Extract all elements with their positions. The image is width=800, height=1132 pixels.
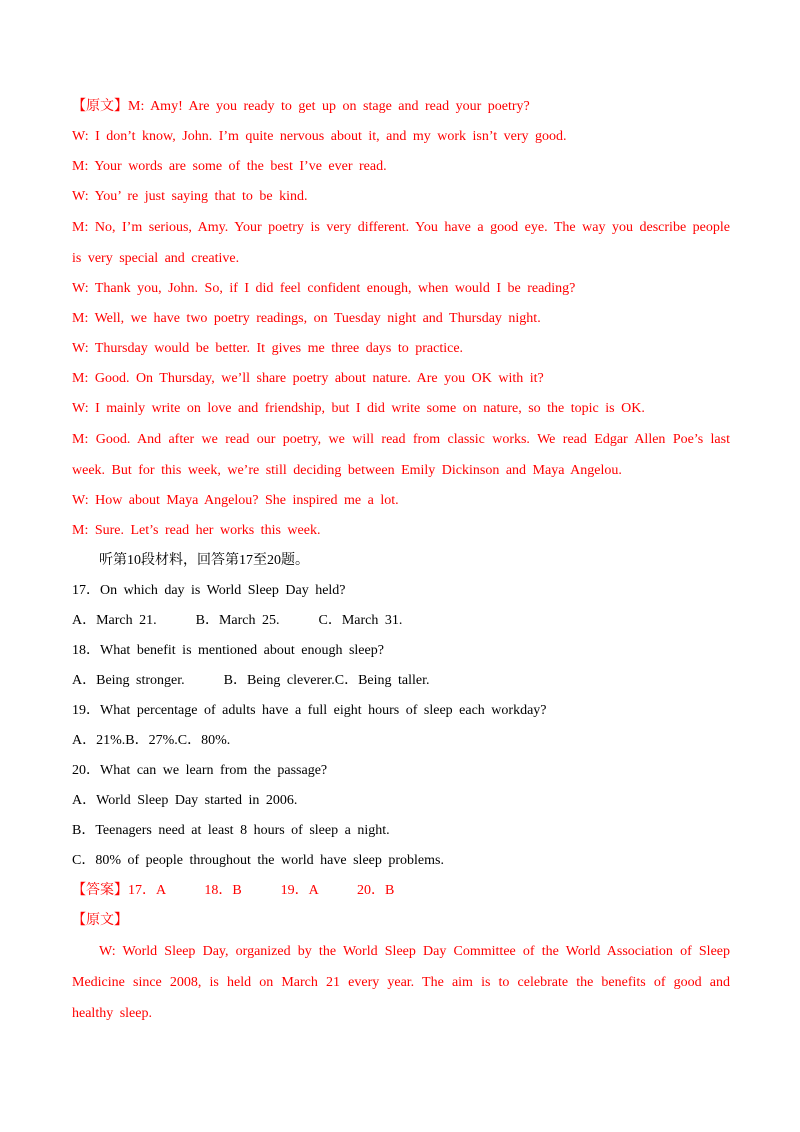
dialogue-line: M: Good. On Thursday, we’ll share poetry about nature. Are you OK with it? xyxy=(72,371,544,386)
document-page xyxy=(72,92,730,1029)
dialogue-line: M: Amy! Are you ready to get up on stage and read your poetry? xyxy=(128,99,530,114)
dialogue-line: W: Thursday would be better. It gives me three days to practice. xyxy=(72,341,464,356)
dialogue-line: M: No, I’m serious, Amy. Your poetry is very different. You have a good eye. The way you describe people is very special and creative. xyxy=(72,220,730,266)
dialogue-line: W: I mainly write on love and friendship, but I did write some on nature, so the topic is OK. xyxy=(72,401,645,416)
dialogue-line: W: I don’t know, John. I’m quite nervous about it, and my work isn’t very good. xyxy=(72,129,567,144)
section-heading: 听第10段材料，回答第17至20题。 xyxy=(99,553,309,568)
question-option: C．80% of people throughout the world have sleep problems. xyxy=(72,853,444,868)
question-option: A．World Sleep Day started in 2006. xyxy=(72,793,298,808)
transcript-paragraph: W: World Sleep Day, organized by the World Sleep Day Committee of the World Association of Sleep Medicine since 2008, is held on March 21 every year. The aim is to celebrate the benefits of good and healthy sleep. xyxy=(72,944,730,1021)
answer-tag: 【答案】 xyxy=(72,883,128,898)
transcript-line xyxy=(72,92,730,122)
dialogue-line: W: How about Maya Angelou? She inspired me a lot. xyxy=(72,493,399,508)
dialogue-line: M: Well, we have two poetry readings, on Tuesday night and Thursday night. xyxy=(72,311,541,326)
dialogue-line: M: Your words are some of the best I’ve ever read. xyxy=(72,159,387,174)
question-stem: 19．What percentage of adults have a full eight hours of sleep each workday? xyxy=(72,703,547,718)
answer-line xyxy=(72,876,730,906)
source-text-tag: 【原文】 xyxy=(72,913,128,928)
answer-text: 17．A 18．B 19．A 20．B xyxy=(128,883,395,898)
dialogue-line: M: Good. And after we read our poetry, we will read from classic works. We read Edgar Allen Poe’s last week. But for this week, we’re still deciding between Emily Dickinson and Maya Angelou. xyxy=(72,432,730,478)
question-option: B．Teenagers need at least 8 hours of sleep a night. xyxy=(72,823,390,838)
question-options: A．Being stronger. B．Being cleverer.C．Being taller. xyxy=(72,673,430,688)
question-stem: 18．What benefit is mentioned about enough sleep? xyxy=(72,643,384,658)
dialogue-line: W: You’ re just saying that to be kind. xyxy=(72,189,308,204)
dialogue-line: W: Thank you, John. So, if I did feel confident enough, when would I be reading? xyxy=(72,281,576,296)
source-text-tag: 【原文】 xyxy=(72,99,128,114)
dialogue-line: M: Sure. Let’s read her works this week. xyxy=(72,523,321,538)
question-stem: 20．What can we learn from the passage? xyxy=(72,763,328,778)
question-options: A．21%.B．27%.C．80%. xyxy=(72,733,231,748)
question-options: A．March 21. B．March 25. C．March 31. xyxy=(72,613,403,628)
question-stem: 17．On which day is World Sleep Day held? xyxy=(72,583,346,598)
